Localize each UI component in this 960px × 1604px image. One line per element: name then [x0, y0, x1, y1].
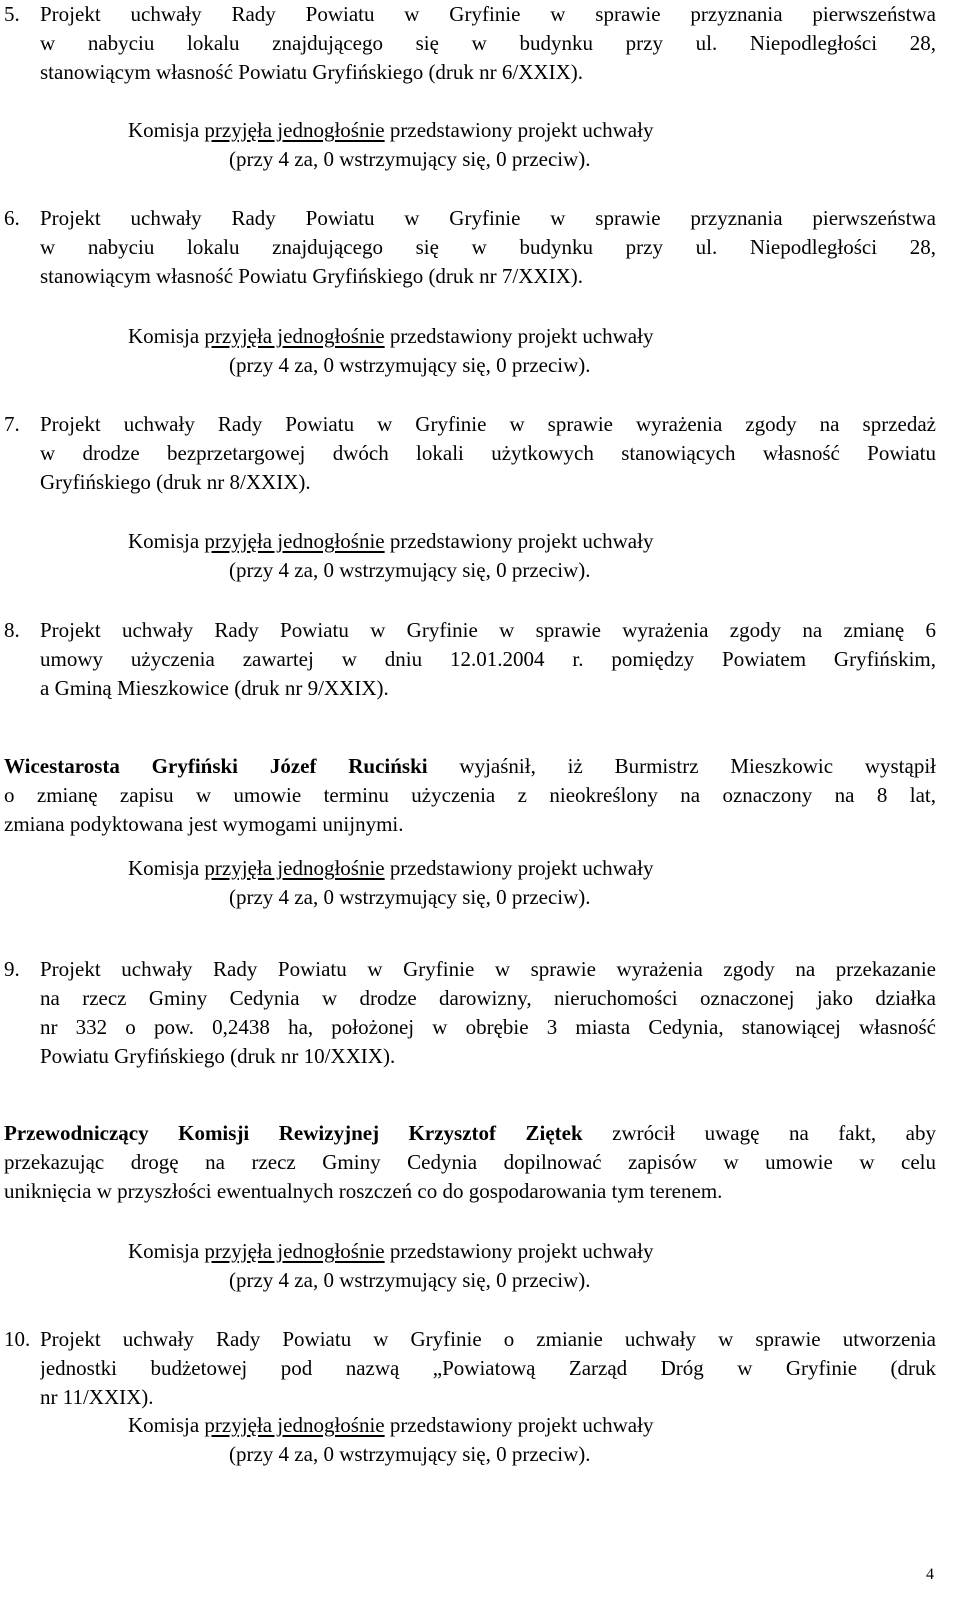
statement-line: o zmianę zapisu w umowie terminu użyczenia z nieokreślony na oznaczony na 8 lat, [4, 783, 936, 807]
statement-line: przekazując drogę na rzecz Gminy Cedynia dopilnować zapisów w umowie w celu [4, 1150, 936, 1174]
item-number: 10. [4, 1327, 31, 1351]
vote-line: Komisja przyjęła jednogłośnie przedstawiony projekt uchwały [128, 1413, 654, 1437]
item-line: w drodze bezprzetargowej dwóch lokali użytkowych stanowiących własność Powiatu [40, 441, 936, 465]
vote-accepted: przyjęła jednogłośnie [204, 118, 385, 142]
vote-count: (przy 4 za, 0 wstrzymujący się, 0 przeciw). [229, 1442, 591, 1466]
item-line: nr 11/XXIX). [40, 1385, 154, 1409]
vote-count: (przy 4 za, 0 wstrzymujący się, 0 przeciw). [229, 885, 591, 909]
item-line: Projekt uchwały Rady Powiatu w Gryfinie w sprawie przyznania pierwszeństwa [40, 2, 936, 26]
vote-count: (przy 4 za, 0 wstrzymujący się, 0 przeciw). [229, 558, 591, 582]
speaker-name: Wicestarosta Gryfiński Józef Ruciński [4, 754, 428, 778]
page-number: 4 [926, 1566, 934, 1583]
item-line: stanowiącym własność Powiatu Gryfińskiego (druk nr 7/XXIX). [40, 264, 583, 288]
item-text [40, 616, 936, 703]
item-line: nr 332 o pow. 0,2438 ha, położonej w obrębie 3 miasta Cedynia, stanowiącej własność [40, 1015, 936, 1039]
vote-accepted: przyjęła jednogłośnie [204, 1239, 385, 1263]
statement-line: uniknięcia w przyszłości ewentualnych roszczeń co do gospodarowania tym terenem. [4, 1179, 723, 1203]
item-line: w nabyciu lokalu znajdującego się w budynku przy ul. Niepodległości 28, [40, 235, 936, 259]
vote-line: Komisja przyjęła jednogłośnie przedstawiony projekt uchwały [128, 1239, 654, 1263]
statement-audit-chair [4, 1119, 936, 1206]
vote-accepted: przyjęła jednogłośnie [204, 529, 385, 553]
item-number: 5. [4, 2, 20, 26]
vote-line: Komisja przyjęła jednogłośnie przedstawiony projekt uchwały [128, 529, 654, 553]
item-number: 6. [4, 206, 20, 230]
item-line: Gryfińskiego (druk nr 8/XXIX). [40, 470, 311, 494]
item-text [40, 410, 936, 497]
vote-accepted: przyjęła jednogłośnie [204, 1413, 385, 1437]
item-number: 7. [4, 412, 20, 436]
vote-count: (przy 4 za, 0 wstrzymujący się, 0 przeciw). [229, 353, 591, 377]
vote-count: (przy 4 za, 0 wstrzymujący się, 0 przeciw). [229, 1268, 591, 1292]
item-line: Projekt uchwały Rady Powiatu w Gryfinie o zmianie uchwały w sprawie utworzenia [40, 1327, 936, 1351]
item-text [40, 1325, 936, 1412]
item-line: Projekt uchwały Rady Powiatu w Gryfinie w sprawie przyznania pierwszeństwa [40, 206, 936, 230]
vote-line: Komisja przyjęła jednogłośnie przedstawiony projekt uchwały [128, 324, 654, 348]
item-line: Powiatu Gryfińskiego (druk nr 10/XXIX). [40, 1044, 396, 1068]
item-line: Projekt uchwały Rady Powiatu w Gryfinie w sprawie wyrażenia zgody na zmianę 6 [40, 618, 936, 642]
vote-line: Komisja przyjęła jednogłośnie przedstawiony projekt uchwały [128, 856, 654, 880]
speaker-name: Przewodniczący Komisji Rewizyjnej Krzysztof Ziętek [4, 1121, 583, 1145]
item-line: Projekt uchwały Rady Powiatu w Gryfinie w sprawie wyrażenia zgody na przekazanie [40, 957, 936, 981]
item-text [40, 955, 936, 1071]
statement-line: zmiana podyktowana jest wymogami unijnymi. [4, 812, 404, 836]
vote-accepted: przyjęła jednogłośnie [204, 856, 385, 880]
item-text [40, 204, 936, 291]
item-line: Projekt uchwały Rady Powiatu w Gryfinie w sprawie wyrażenia zgody na sprzedaż [40, 412, 936, 436]
vote-accepted: przyjęła jednogłośnie [204, 324, 385, 348]
vote-count: (przy 4 za, 0 wstrzymujący się, 0 przeciw). [229, 147, 591, 171]
item-text [40, 0, 936, 87]
vote-line: Komisja przyjęła jednogłośnie przedstawiony projekt uchwały [128, 118, 654, 142]
statement-vice-starost [4, 752, 936, 839]
item-line: na rzecz Gminy Cedynia w drodze darowizny, nieruchomości oznaczonej jako działka [40, 986, 936, 1010]
item-number: 9. [4, 957, 20, 981]
item-number: 8. [4, 618, 20, 642]
statement-line: Wicestarosta Gryfiński Józef Ruciński wyjaśnił, iż Burmistrz Mieszkowic wystąpił [4, 754, 936, 778]
item-line: a Gminą Mieszkowice (druk nr 9/XXIX). [40, 676, 389, 700]
item-line: jednostki budżetowej pod nazwą „Powiatową Zarząd Dróg w Gryfinie (druk [40, 1356, 936, 1380]
statement-line: Przewodniczący Komisji Rewizyjnej Krzysztof Ziętek zwrócił uwagę na fakt, aby [4, 1121, 936, 1145]
item-line: umowy użyczenia zawartej w dniu 12.01.2004 r. pomiędzy Powiatem Gryfińskim, [40, 647, 936, 671]
item-line: stanowiącym własność Powiatu Gryfińskiego (druk nr 6/XXIX). [40, 60, 583, 84]
item-line: w nabyciu lokalu znajdującego się w budynku przy ul. Niepodległości 28, [40, 31, 936, 55]
